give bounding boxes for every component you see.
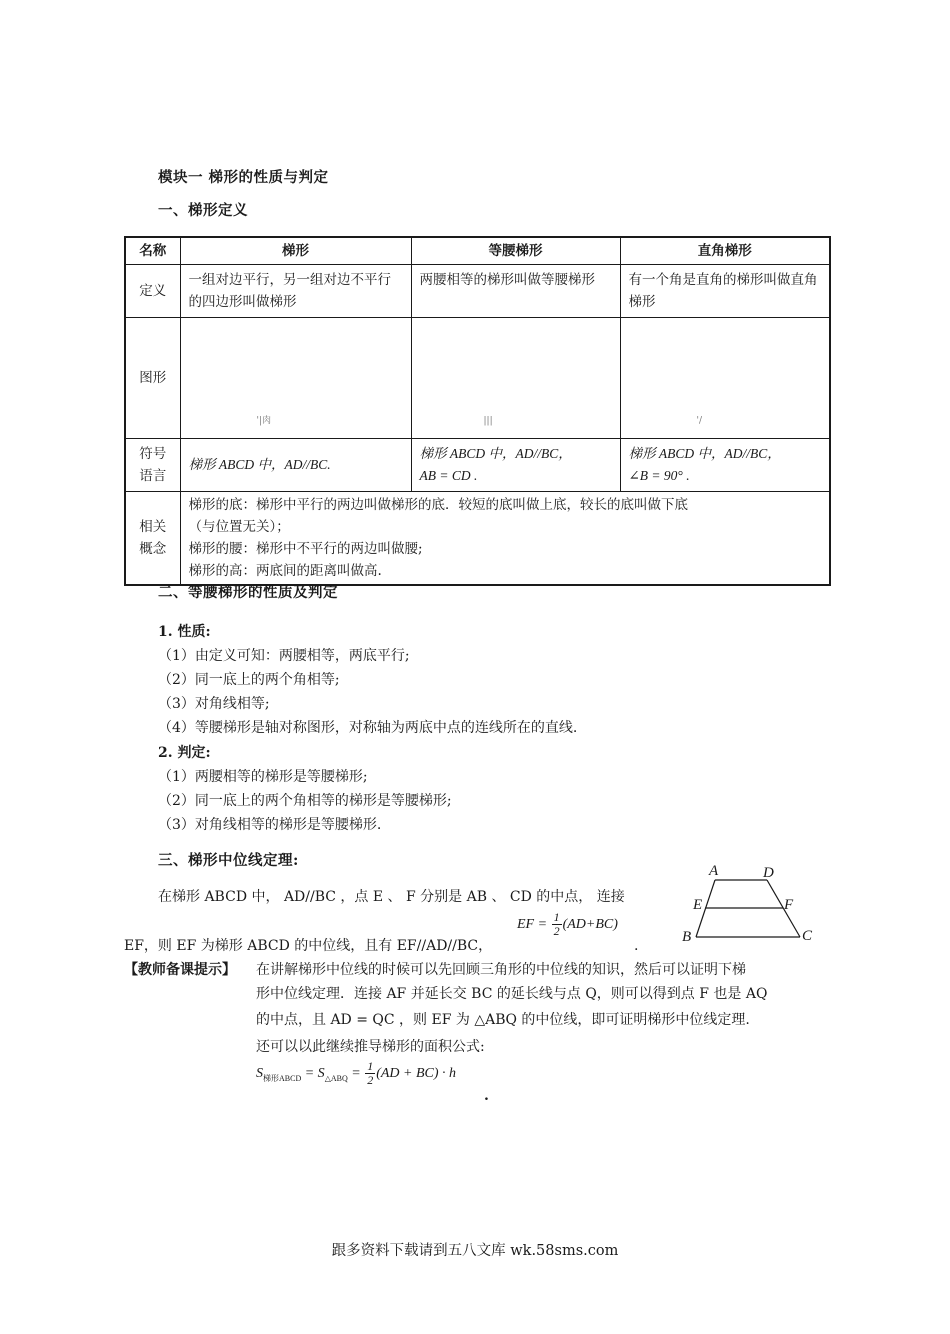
criteria-title: 2. 判定:	[158, 745, 211, 761]
symbol-row	[125, 439, 830, 492]
figure-isosceles	[411, 318, 620, 439]
section3-title: 三、梯形中位线定理:	[158, 852, 299, 869]
midline-formula	[517, 910, 618, 940]
symbol-text-2b: AB = CD .	[419, 468, 478, 483]
symbol-trapezoid	[180, 439, 411, 492]
concept-label-line1: 相关	[139, 519, 167, 535]
symbol-text-1: 梯形 ABCD 中，AD//BC.	[188, 457, 331, 472]
label-c: C	[802, 928, 813, 944]
definition-row	[125, 265, 830, 318]
figure-right	[620, 318, 830, 439]
figure-mark-3: '/	[696, 416, 703, 426]
symbol-label	[125, 439, 180, 492]
figure-trapezoid	[180, 318, 411, 439]
property-4: （4）等腰梯形是轴对称图形，对称轴为两底中点的连线所在的直线.	[158, 720, 578, 736]
table-header-row	[125, 237, 830, 265]
label-f: F	[784, 897, 794, 913]
midline-text-line2: EF，则 EF 为梯形 ABCD 的中位线，且有 EF//AD//BC，	[124, 938, 493, 954]
property-3: （3）对角线相等;	[158, 696, 270, 712]
figure-row	[125, 318, 830, 439]
label-a: A	[709, 863, 719, 879]
area-formula	[256, 1057, 456, 1096]
definition-label: 定义	[125, 265, 180, 318]
concept-label-line2: 概念	[139, 541, 167, 557]
concept-content	[180, 492, 830, 586]
section1-title: 一、梯形定义	[158, 202, 248, 219]
symbol-text-3b: ∠B = 90° .	[628, 468, 690, 483]
property-2: （2）同一底上的两个角相等;	[158, 672, 340, 688]
criterion-2: （2）同一底上的两个角相等的梯形是等腰梯形;	[158, 793, 452, 809]
figure-mark-1: '|肉	[256, 416, 272, 426]
area-mid: = S	[304, 1066, 325, 1081]
formula-fraction	[552, 911, 562, 938]
definition-trapezoid: 一组对边平行，另一组对边不平行的四边形叫做梯形	[180, 265, 411, 318]
formula-numerator: 1	[553, 910, 560, 925]
label-b: B	[682, 929, 692, 945]
teacher-note-line-2: 形中位线定理．连接 AF 并延长交 BC 的延长线与点 Q，则可以得到点 F 也是 AQ	[256, 986, 768, 1002]
formula-lhs: EF =	[517, 917, 548, 932]
concept-line-4: 梯形的高：两底间的距离叫做高.	[188, 563, 382, 579]
symbol-text-3a: 梯形 ABCD 中，AD//BC，	[628, 446, 781, 461]
symbol-right	[620, 439, 830, 492]
symbol-label-line1: 符号	[139, 446, 167, 462]
formula-denominator: 2	[553, 924, 560, 939]
label-d: D	[763, 865, 774, 881]
concept-label	[125, 492, 180, 586]
definition-right: 有一个角是直角的梯形叫做直角梯形	[620, 265, 830, 318]
property-1: （1）由定义可知：两腰相等，两底平行;	[158, 648, 410, 664]
section2-title: 二、等腰梯形的性质及判定	[158, 584, 338, 601]
area-sub-1: 梯形ABCD	[263, 1073, 302, 1083]
footer-text: 跟多资料下载请到五八文库 wk.58sms.com	[331, 1243, 619, 1259]
header-name: 名称	[125, 237, 180, 265]
concept-line-2: （与位置无关）；	[188, 519, 290, 535]
definition-isosceles: 两腰相等的梯形叫做等腰梯形	[411, 265, 620, 318]
formula-period: .	[634, 938, 639, 954]
teacher-note-line-4: 还可以以此继续推导梯形的面积公式:	[256, 1039, 485, 1055]
criterion-1: （1）两腰相等的梯形是等腰梯形;	[158, 769, 368, 785]
concept-line-3: 梯形的腰：梯形中不平行的两边叫做腰;	[188, 541, 423, 557]
area-denominator: 2	[367, 1073, 374, 1088]
header-trapezoid: 梯形	[180, 237, 411, 265]
area-eq: =	[351, 1066, 361, 1081]
header-isosceles: 等腰梯形	[411, 237, 620, 265]
header-right: 直角梯形	[620, 237, 830, 265]
area-numerator: 1	[367, 1059, 374, 1074]
figure-label: 图形	[125, 318, 180, 439]
trapezoid-definition-table	[124, 236, 831, 586]
concept-row	[125, 492, 830, 586]
midline-text-line1: 在梯形 ABCD 中， AD//BC ，点 E 、 F 分别是 AB 、 CD 的中点， 连接	[158, 889, 625, 905]
symbol-label-line2: 语言	[139, 468, 167, 484]
concept-line-1: 梯形的底：梯形中平行的两边叫做梯形的底．较短的底叫做上底，较长的底叫做下底	[188, 497, 688, 513]
module-title: 模块一 梯形的性质与判定	[158, 169, 329, 186]
area-sub-2: △ABQ	[324, 1073, 348, 1083]
teacher-note-line-1: 在讲解梯形中位线的时候可以先回顾三角形的中位线的知识，然后可以证明下梯	[256, 962, 746, 978]
label-e: E	[693, 897, 703, 913]
symbol-isosceles	[411, 439, 620, 492]
symbol-text-2a: 梯形 ABCD 中，AD//BC，	[419, 446, 572, 461]
teacher-note-line-3: 的中点，且 AD = QC ，则 EF 为 △ABQ 的中位线，即可证明梯形中位线定理.	[256, 1012, 750, 1028]
area-period: .	[484, 1088, 489, 1104]
teacher-note-tag: 【教师备课提示】	[124, 962, 236, 978]
trapezoid-midline-diagram	[678, 858, 818, 948]
properties-title: 1. 性质:	[158, 624, 211, 640]
formula-rhs: (AD+BC)	[562, 917, 618, 932]
area-rhs: (AD + BC) · h	[376, 1066, 457, 1081]
criterion-3: （3）对角线相等的梯形是等腰梯形.	[158, 817, 382, 833]
area-lhs: S	[256, 1066, 263, 1081]
area-fraction	[365, 1060, 375, 1087]
figure-mark-2: |||	[483, 416, 493, 426]
